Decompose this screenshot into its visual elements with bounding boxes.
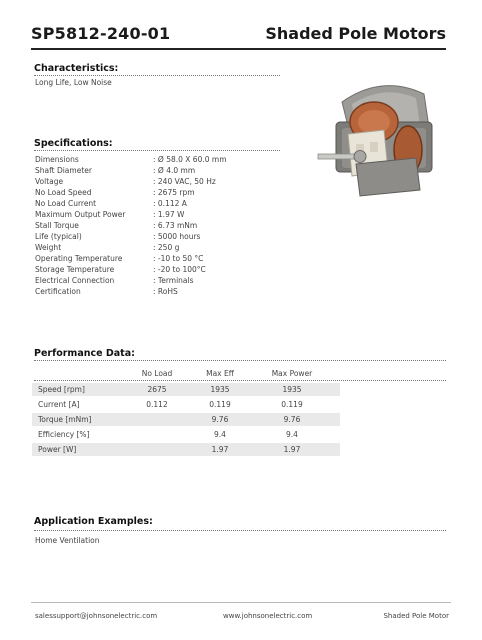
spec-label: Voltage — [35, 177, 64, 186]
spec-value: : -20 to 100°C — [153, 265, 206, 274]
performance-divider — [34, 360, 446, 361]
row-label: Current [A] — [38, 400, 80, 409]
spec-value: : 5000 hours — [153, 232, 201, 241]
spec-value: : 6.73 mNm — [153, 221, 198, 230]
performance-header-divider — [34, 380, 446, 381]
table-row — [32, 443, 340, 456]
spec-value: : Ø 58.0 X 60.0 mm — [153, 155, 227, 164]
spec-value: : 250 g — [153, 243, 180, 252]
spec-row-dimensions — [35, 155, 227, 164]
applications-heading: Application Examples: — [34, 516, 153, 527]
footer-divider — [31, 602, 451, 603]
spec-row-operating-temperature — [35, 254, 203, 263]
spec-value: : 240 VAC, 50 Hz — [153, 177, 216, 186]
cell-max-power: 0.119 — [281, 400, 303, 409]
spec-row-storage-temperature — [35, 265, 206, 274]
cell-no-load: 0.112 — [146, 400, 168, 409]
spec-value: : Ø 4.0 mm — [153, 166, 196, 175]
spec-row-electrical-connection — [35, 276, 194, 285]
cell-max-power: 1.97 — [283, 445, 301, 454]
spec-row-no-load-speed — [35, 188, 195, 197]
applications-divider — [34, 530, 446, 531]
spec-label: Weight — [35, 243, 62, 252]
spec-label: Maximum Output Power — [35, 210, 126, 219]
row-label: Speed [rpm] — [38, 385, 85, 394]
product-model-title: SP5812-240-01 — [31, 24, 171, 43]
cell-max-eff: 9.76 — [211, 415, 229, 424]
table-row — [32, 398, 340, 411]
spec-row-stall-torque — [35, 221, 197, 230]
spec-label: No Load Current — [35, 199, 97, 208]
footer-website-link[interactable]: www.johnsonelectric.com — [223, 612, 313, 620]
spec-row-voltage — [35, 177, 216, 186]
characteristics-heading: Characteristics: — [34, 63, 119, 74]
cell-max-eff: 0.119 — [209, 400, 231, 409]
spec-label: Storage Temperature — [35, 265, 115, 274]
spec-value: : RoHS — [153, 287, 178, 296]
spec-row-certification — [35, 287, 178, 296]
row-label: Torque [mNm] — [38, 415, 92, 424]
cell-max-eff: 9.4 — [214, 430, 226, 439]
spec-value: : Terminals — [153, 276, 194, 285]
row-label: Efficiency [%] — [38, 430, 90, 439]
applications-text: Home Ventilation — [35, 536, 100, 545]
cell-max-power: 9.76 — [283, 415, 301, 424]
spec-value: : 2675 rpm — [153, 188, 195, 197]
cell-max-power: 9.4 — [286, 430, 298, 439]
footer-doc-title: Shaded Pole Motor — [383, 612, 449, 620]
motor-product-image — [312, 72, 452, 202]
spec-label: Stall Torque — [35, 221, 79, 230]
spec-value: : -10 to 50 °C — [153, 254, 204, 263]
spec-label: No Load Speed — [35, 188, 92, 197]
row-label: Power [W] — [38, 445, 77, 454]
spec-row-weight — [35, 243, 179, 252]
spec-label: Life (typical) — [35, 232, 82, 241]
spec-row-life — [35, 232, 200, 241]
cell-no-load: 2675 — [147, 385, 167, 394]
characteristics-text: Long Life, Low Noise — [35, 78, 112, 87]
spec-label: Dimensions — [35, 155, 79, 164]
product-category-title: Shaded Pole Motors — [265, 24, 446, 43]
specifications-divider — [34, 150, 280, 151]
footer-email-link[interactable]: salessupport@johnsonelectric.com — [35, 612, 158, 620]
spec-row-max-output-power — [35, 210, 184, 219]
cell-max-power: 1935 — [282, 385, 302, 394]
column-header-no-load: No Load — [141, 369, 173, 378]
column-header-max-power: Max Power — [271, 369, 313, 378]
spec-row-shaft-diameter — [35, 166, 195, 175]
spec-row-no-load-current — [35, 199, 187, 208]
specifications-heading: Specifications: — [34, 138, 113, 149]
spec-label: Shaft Diameter — [35, 166, 92, 175]
table-row — [32, 413, 340, 426]
characteristics-divider — [34, 75, 280, 76]
spec-label: Certification — [35, 287, 81, 296]
table-row — [32, 383, 340, 396]
performance-heading: Performance Data: — [34, 348, 135, 359]
spec-label: Operating Temperature — [35, 254, 123, 263]
spec-value: : 1.97 W — [153, 210, 185, 219]
cell-max-eff: 1935 — [210, 385, 230, 394]
title-divider — [31, 48, 446, 50]
spec-value: : 0.112 A — [153, 199, 187, 208]
cell-max-eff: 1.97 — [211, 445, 229, 454]
spec-label: Electrical Connection — [35, 276, 115, 285]
table-row — [32, 428, 340, 441]
column-header-max-eff: Max Eff — [206, 369, 234, 378]
